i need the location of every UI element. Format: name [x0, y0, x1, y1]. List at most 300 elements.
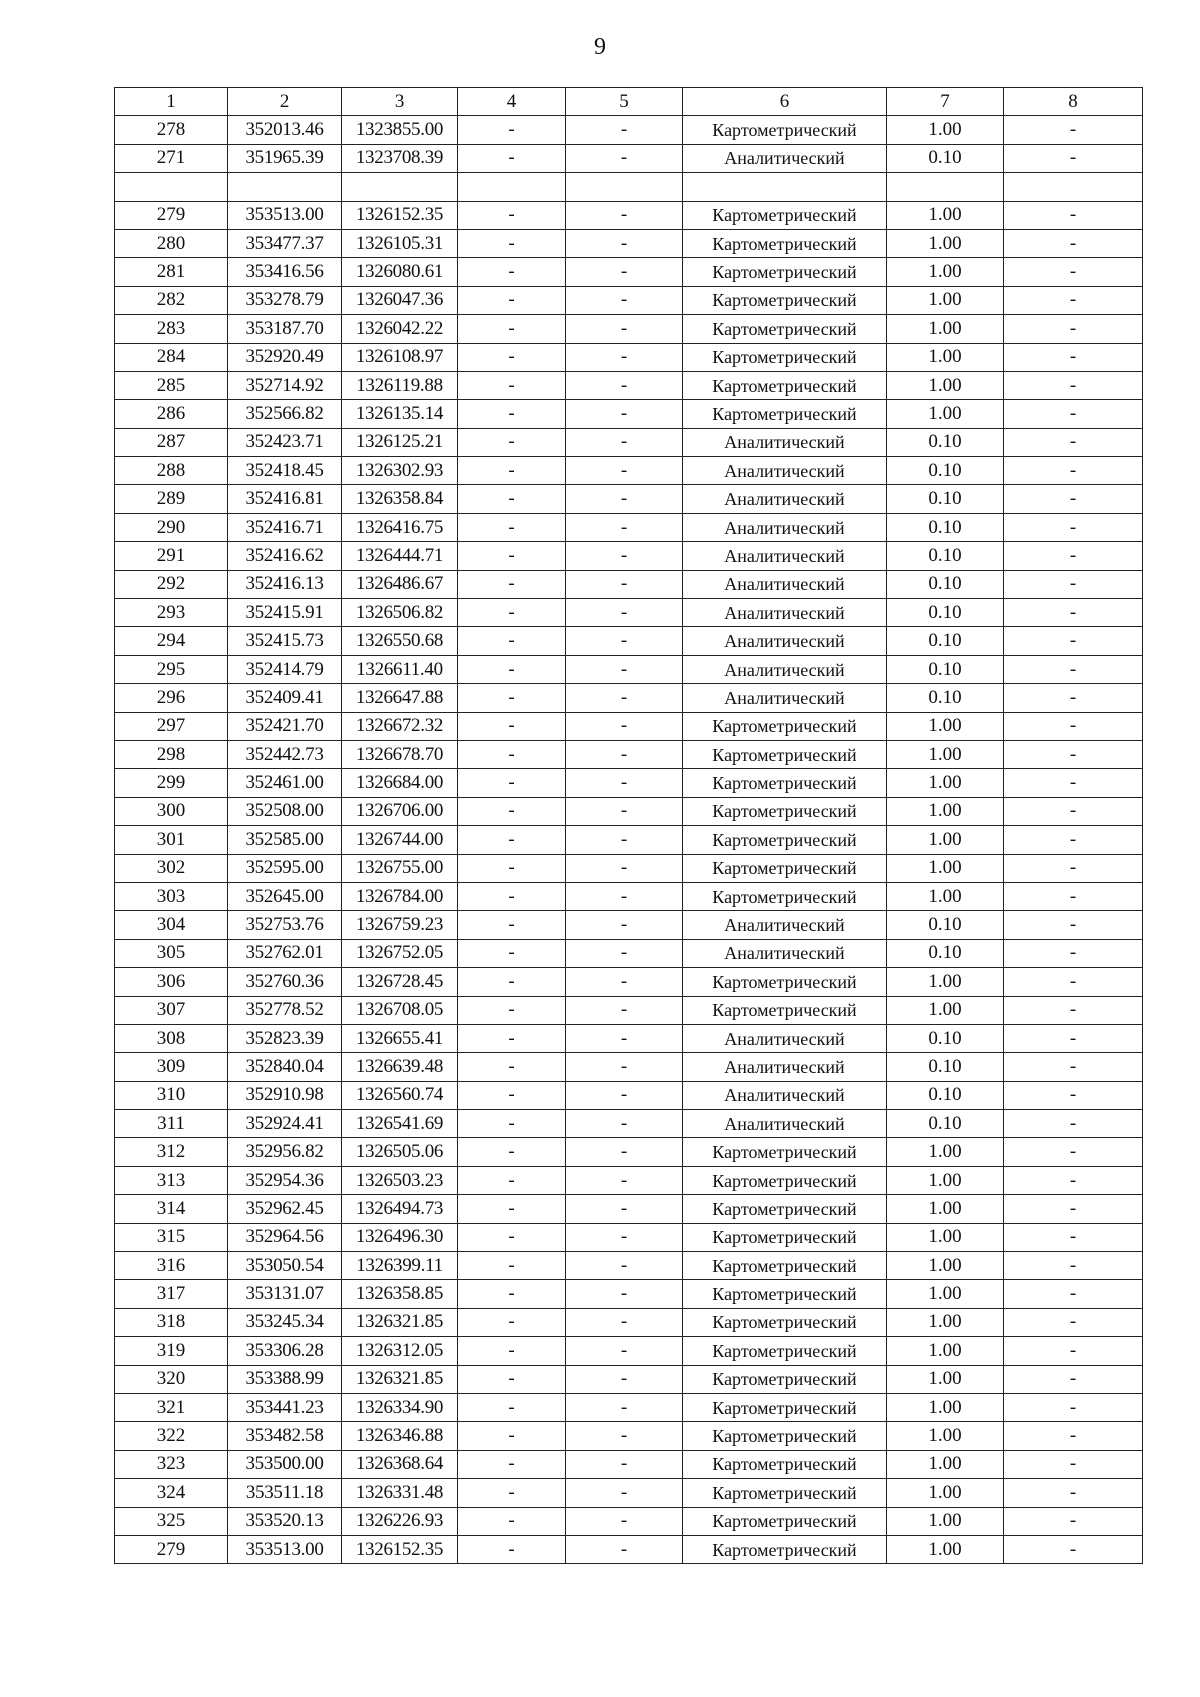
col8-cell: - — [1004, 684, 1143, 712]
table-row — [115, 968, 1143, 996]
method-cell: Аналитический — [683, 1024, 887, 1052]
point-number-cell: 306 — [115, 968, 228, 996]
x-coordinate-cell: 352753.76 — [228, 911, 342, 939]
x-coordinate-cell: 352409.41 — [228, 684, 342, 712]
col8-cell: - — [1004, 1337, 1143, 1365]
table-row — [115, 769, 1143, 797]
col8-cell: - — [1004, 1365, 1143, 1393]
y-coordinate-cell — [342, 173, 458, 201]
col5-cell: - — [566, 1393, 683, 1421]
y-coordinate-cell: 1326135.14 — [342, 400, 458, 428]
accuracy-cell — [887, 173, 1004, 201]
x-coordinate-cell: 352416.62 — [228, 542, 342, 570]
col5-cell: - — [566, 513, 683, 541]
point-number-cell: 286 — [115, 400, 228, 428]
col4-cell: - — [458, 1365, 566, 1393]
col4-cell: - — [458, 229, 566, 257]
col5-cell: - — [566, 116, 683, 144]
y-coordinate-cell: 1326560.74 — [342, 1081, 458, 1109]
method-cell: Аналитический — [683, 144, 887, 172]
x-coordinate-cell: 352956.82 — [228, 1138, 342, 1166]
point-number-cell: 323 — [115, 1450, 228, 1478]
col5-cell: - — [566, 485, 683, 513]
col4-cell: - — [458, 428, 566, 456]
accuracy-cell: 1.00 — [887, 258, 1004, 286]
point-number-cell: 298 — [115, 740, 228, 768]
col4-cell: - — [458, 343, 566, 371]
x-coordinate-cell: 353050.54 — [228, 1252, 342, 1280]
x-coordinate-cell: 352924.41 — [228, 1110, 342, 1138]
col8-cell: - — [1004, 882, 1143, 910]
col4-cell: - — [458, 627, 566, 655]
table-row — [115, 939, 1143, 967]
table-row — [115, 1110, 1143, 1138]
col4-cell: - — [458, 1280, 566, 1308]
method-cell: Аналитический — [683, 428, 887, 456]
x-coordinate-cell: 352414.79 — [228, 655, 342, 683]
table-row — [115, 712, 1143, 740]
col8-cell: - — [1004, 911, 1143, 939]
table-row — [115, 1365, 1143, 1393]
table-row — [115, 797, 1143, 825]
method-cell: Картометрический — [683, 1280, 887, 1308]
col8-cell: - — [1004, 1195, 1143, 1223]
col5-cell: - — [566, 428, 683, 456]
col4-cell: - — [458, 826, 566, 854]
col8-cell: - — [1004, 400, 1143, 428]
x-coordinate-cell: 352910.98 — [228, 1081, 342, 1109]
table-row — [115, 457, 1143, 485]
col5-cell: - — [566, 1507, 683, 1535]
y-coordinate-cell: 1326541.69 — [342, 1110, 458, 1138]
y-coordinate-cell: 1326503.23 — [342, 1166, 458, 1194]
col5-cell: - — [566, 1535, 683, 1563]
point-number-cell: 292 — [115, 570, 228, 598]
col4-cell: - — [458, 1024, 566, 1052]
y-coordinate-cell: 1326550.68 — [342, 627, 458, 655]
col4-cell: - — [458, 882, 566, 910]
col8-cell: - — [1004, 542, 1143, 570]
x-coordinate-cell: 352013.46 — [228, 116, 342, 144]
col4-cell: - — [458, 599, 566, 627]
y-coordinate-cell: 1326226.93 — [342, 1507, 458, 1535]
point-number-cell: 294 — [115, 627, 228, 655]
method-cell: Картометрический — [683, 712, 887, 740]
col5-cell: - — [566, 996, 683, 1024]
point-number-cell: 318 — [115, 1308, 228, 1336]
col4-cell: - — [458, 1223, 566, 1251]
col4-cell: - — [458, 1195, 566, 1223]
x-coordinate-cell: 352415.91 — [228, 599, 342, 627]
col8-cell: - — [1004, 1110, 1143, 1138]
col4-cell: - — [458, 1479, 566, 1507]
table-row — [115, 1507, 1143, 1535]
accuracy-cell: 0.10 — [887, 1081, 1004, 1109]
method-cell: Картометрический — [683, 1479, 887, 1507]
col5-cell: - — [566, 1166, 683, 1194]
y-coordinate-cell: 1326416.75 — [342, 513, 458, 541]
col5-cell: - — [566, 599, 683, 627]
accuracy-cell: 1.00 — [887, 1223, 1004, 1251]
col5-cell: - — [566, 1223, 683, 1251]
accuracy-cell: 0.10 — [887, 428, 1004, 456]
method-cell: Картометрический — [683, 315, 887, 343]
method-cell: Картометрический — [683, 201, 887, 229]
accuracy-cell: 1.00 — [887, 371, 1004, 399]
table-row — [115, 1138, 1143, 1166]
point-number-cell: 313 — [115, 1166, 228, 1194]
y-coordinate-cell: 1326486.67 — [342, 570, 458, 598]
col4-cell: - — [458, 1110, 566, 1138]
method-cell: Аналитический — [683, 599, 887, 627]
y-coordinate-cell: 1326728.45 — [342, 968, 458, 996]
accuracy-cell: 1.00 — [887, 1479, 1004, 1507]
col4-cell: - — [458, 655, 566, 683]
x-coordinate-cell: 352421.70 — [228, 712, 342, 740]
method-cell: Картометрический — [683, 1308, 887, 1336]
y-coordinate-cell: 1326444.71 — [342, 542, 458, 570]
col8-cell: - — [1004, 769, 1143, 797]
y-coordinate-cell: 1326647.88 — [342, 684, 458, 712]
col5-cell: - — [566, 542, 683, 570]
table-row — [115, 1479, 1143, 1507]
accuracy-cell: 0.10 — [887, 1024, 1004, 1052]
accuracy-cell: 1.00 — [887, 1252, 1004, 1280]
col5-cell: - — [566, 1138, 683, 1166]
col4-cell: - — [458, 258, 566, 286]
table-row — [115, 229, 1143, 257]
method-cell: Картометрический — [683, 1450, 887, 1478]
y-coordinate-cell: 1326784.00 — [342, 882, 458, 910]
col8-cell: - — [1004, 371, 1143, 399]
col5-cell: - — [566, 740, 683, 768]
col4-cell: - — [458, 485, 566, 513]
accuracy-cell: 0.10 — [887, 627, 1004, 655]
col5-cell: - — [566, 854, 683, 882]
col8-cell: - — [1004, 1308, 1143, 1336]
y-coordinate-cell: 1326321.85 — [342, 1365, 458, 1393]
accuracy-cell: 0.10 — [887, 542, 1004, 570]
y-coordinate-cell: 1326744.00 — [342, 826, 458, 854]
x-coordinate-cell: 352962.45 — [228, 1195, 342, 1223]
method-cell: Картометрический — [683, 1393, 887, 1421]
table-row — [115, 599, 1143, 627]
point-number-cell: 324 — [115, 1479, 228, 1507]
method-cell: Картометрический — [683, 854, 887, 882]
accuracy-cell: 1.00 — [887, 1195, 1004, 1223]
col5-cell: - — [566, 1450, 683, 1478]
point-number-cell: 300 — [115, 797, 228, 825]
x-coordinate-cell: 352823.39 — [228, 1024, 342, 1052]
col5-cell: - — [566, 371, 683, 399]
col8-cell: - — [1004, 996, 1143, 1024]
y-coordinate-cell: 1326655.41 — [342, 1024, 458, 1052]
x-coordinate-cell: 352416.81 — [228, 485, 342, 513]
col4-cell: - — [458, 911, 566, 939]
method-cell: Картометрический — [683, 826, 887, 854]
point-number-cell: 308 — [115, 1024, 228, 1052]
method-cell: Картометрический — [683, 1507, 887, 1535]
y-coordinate-cell: 1326752.05 — [342, 939, 458, 967]
col5-cell: - — [566, 229, 683, 257]
col4-cell: - — [458, 968, 566, 996]
table-row — [115, 1053, 1143, 1081]
table-row — [115, 684, 1143, 712]
x-coordinate-cell: 353482.58 — [228, 1422, 342, 1450]
col4-cell: - — [458, 1081, 566, 1109]
table-row — [115, 371, 1143, 399]
method-cell: Картометрический — [683, 1535, 887, 1563]
col4-cell: - — [458, 712, 566, 740]
col5-cell: - — [566, 939, 683, 967]
col4-cell: - — [458, 1393, 566, 1421]
table-row — [115, 542, 1143, 570]
y-coordinate-cell: 1326505.06 — [342, 1138, 458, 1166]
col5-cell: - — [566, 400, 683, 428]
method-cell: Аналитический — [683, 457, 887, 485]
col4-cell: - — [458, 1337, 566, 1365]
col8-cell: - — [1004, 485, 1143, 513]
accuracy-cell: 1.00 — [887, 1166, 1004, 1194]
col4-cell: - — [458, 286, 566, 314]
table-row — [115, 1535, 1143, 1563]
col8-cell: - — [1004, 1138, 1143, 1166]
table-row — [115, 826, 1143, 854]
col5-cell: - — [566, 457, 683, 485]
method-cell: Аналитический — [683, 911, 887, 939]
accuracy-cell: 0.10 — [887, 655, 1004, 683]
y-coordinate-cell: 1326611.40 — [342, 655, 458, 683]
table-row — [115, 400, 1143, 428]
y-coordinate-cell: 1326708.05 — [342, 996, 458, 1024]
method-cell: Аналитический — [683, 570, 887, 598]
method-cell: Аналитический — [683, 627, 887, 655]
col4-cell: - — [458, 1138, 566, 1166]
point-number-cell: 279 — [115, 201, 228, 229]
col5-cell: - — [566, 1110, 683, 1138]
accuracy-cell: 0.10 — [887, 513, 1004, 541]
y-coordinate-cell: 1326639.48 — [342, 1053, 458, 1081]
table-row — [115, 513, 1143, 541]
y-coordinate-cell: 1326125.21 — [342, 428, 458, 456]
x-coordinate-cell: 353131.07 — [228, 1280, 342, 1308]
col8-cell: - — [1004, 1479, 1143, 1507]
point-number-cell: 315 — [115, 1223, 228, 1251]
point-number-cell: 290 — [115, 513, 228, 541]
accuracy-cell: 0.10 — [887, 144, 1004, 172]
x-coordinate-cell: 353513.00 — [228, 1535, 342, 1563]
table-row — [115, 116, 1143, 144]
y-coordinate-cell: 1326506.82 — [342, 599, 458, 627]
col4-cell — [458, 173, 566, 201]
col8-cell: - — [1004, 201, 1143, 229]
method-cell: Картометрический — [683, 343, 887, 371]
accuracy-cell: 1.00 — [887, 968, 1004, 996]
col8-cell: - — [1004, 1393, 1143, 1421]
col8-cell: - — [1004, 797, 1143, 825]
point-number-cell: 321 — [115, 1393, 228, 1421]
table-header-row — [115, 88, 1143, 116]
col4-cell: - — [458, 315, 566, 343]
accuracy-cell: 0.10 — [887, 570, 1004, 598]
y-coordinate-cell: 1326759.23 — [342, 911, 458, 939]
point-number-cell: 297 — [115, 712, 228, 740]
col5-cell: - — [566, 1308, 683, 1336]
point-number-cell: 278 — [115, 116, 228, 144]
accuracy-cell: 1.00 — [887, 797, 1004, 825]
accuracy-cell: 1.00 — [887, 1365, 1004, 1393]
point-number-cell: 317 — [115, 1280, 228, 1308]
method-cell: Картометрический — [683, 1422, 887, 1450]
col8-cell: - — [1004, 968, 1143, 996]
x-coordinate-cell: 352416.13 — [228, 570, 342, 598]
table-row — [115, 258, 1143, 286]
table-row — [115, 286, 1143, 314]
col5-cell: - — [566, 797, 683, 825]
col8-cell — [1004, 173, 1143, 201]
point-number-cell: 307 — [115, 996, 228, 1024]
x-coordinate-cell: 352762.01 — [228, 939, 342, 967]
accuracy-cell: 1.00 — [887, 1422, 1004, 1450]
x-coordinate-cell: 352566.82 — [228, 400, 342, 428]
col5-cell: - — [566, 144, 683, 172]
col8-cell: - — [1004, 740, 1143, 768]
col4-cell: - — [458, 854, 566, 882]
col5-cell: - — [566, 911, 683, 939]
col4-cell: - — [458, 457, 566, 485]
col4-cell: - — [458, 1507, 566, 1535]
table-row — [115, 201, 1143, 229]
accuracy-cell: 1.00 — [887, 1450, 1004, 1478]
col8-cell: - — [1004, 1252, 1143, 1280]
method-cell: Аналитический — [683, 1053, 887, 1081]
col4-cell: - — [458, 797, 566, 825]
col4-cell: - — [458, 1308, 566, 1336]
table-row — [115, 1393, 1143, 1421]
method-cell: Аналитический — [683, 684, 887, 712]
x-coordinate-cell: 352585.00 — [228, 826, 342, 854]
table-row — [115, 1024, 1143, 1052]
col4-cell: - — [458, 144, 566, 172]
coordinates-table — [114, 87, 1143, 1564]
point-number-cell — [115, 173, 228, 201]
col4-cell: - — [458, 570, 566, 598]
col8-cell: - — [1004, 457, 1143, 485]
table-row — [115, 655, 1143, 683]
method-cell: Картометрический — [683, 1223, 887, 1251]
col4-cell: - — [458, 1252, 566, 1280]
table-row — [115, 627, 1143, 655]
col8-cell: - — [1004, 116, 1143, 144]
x-coordinate-cell: 353500.00 — [228, 1450, 342, 1478]
col4-cell: - — [458, 116, 566, 144]
x-coordinate-cell: 352418.45 — [228, 457, 342, 485]
col8-cell: - — [1004, 627, 1143, 655]
method-cell — [683, 173, 887, 201]
y-coordinate-cell: 1326358.85 — [342, 1280, 458, 1308]
column-header: 6 — [683, 88, 887, 116]
accuracy-cell: 0.10 — [887, 684, 1004, 712]
col4-cell: - — [458, 769, 566, 797]
col5-cell: - — [566, 968, 683, 996]
accuracy-cell: 1.00 — [887, 286, 1004, 314]
table-row — [115, 1337, 1143, 1365]
accuracy-cell: 1.00 — [887, 712, 1004, 740]
col5-cell: - — [566, 1422, 683, 1450]
y-coordinate-cell: 1326684.00 — [342, 769, 458, 797]
col8-cell: - — [1004, 939, 1143, 967]
point-number-cell: 284 — [115, 343, 228, 371]
col5-cell — [566, 173, 683, 201]
table-row — [115, 343, 1143, 371]
method-cell: Картометрический — [683, 258, 887, 286]
col5-cell: - — [566, 826, 683, 854]
y-coordinate-cell: 1326331.48 — [342, 1479, 458, 1507]
col4-cell: - — [458, 371, 566, 399]
col4-cell: - — [458, 939, 566, 967]
table-row — [115, 1422, 1143, 1450]
col4-cell: - — [458, 1422, 566, 1450]
accuracy-cell: 1.00 — [887, 1280, 1004, 1308]
point-number-cell: 288 — [115, 457, 228, 485]
x-coordinate-cell: 352954.36 — [228, 1166, 342, 1194]
table-row — [115, 1166, 1143, 1194]
col8-cell: - — [1004, 428, 1143, 456]
table-row — [115, 428, 1143, 456]
col5-cell: - — [566, 1024, 683, 1052]
y-coordinate-cell: 1326152.35 — [342, 201, 458, 229]
table-row — [115, 144, 1143, 172]
col8-cell: - — [1004, 1166, 1143, 1194]
x-coordinate-cell: 352714.92 — [228, 371, 342, 399]
accuracy-cell: 1.00 — [887, 1138, 1004, 1166]
method-cell: Аналитический — [683, 1081, 887, 1109]
point-number-cell: 299 — [115, 769, 228, 797]
col4-cell: - — [458, 996, 566, 1024]
accuracy-cell: 1.00 — [887, 882, 1004, 910]
x-coordinate-cell: 352840.04 — [228, 1053, 342, 1081]
col5-cell: - — [566, 343, 683, 371]
accuracy-cell: 1.00 — [887, 1308, 1004, 1336]
x-coordinate-cell: 352416.71 — [228, 513, 342, 541]
accuracy-cell: 1.00 — [887, 1393, 1004, 1421]
x-coordinate-cell — [228, 173, 342, 201]
point-number-cell: 325 — [115, 1507, 228, 1535]
y-coordinate-cell: 1326105.31 — [342, 229, 458, 257]
y-coordinate-cell: 1326755.00 — [342, 854, 458, 882]
col8-cell: - — [1004, 1081, 1143, 1109]
col8-cell: - — [1004, 258, 1143, 286]
col5-cell: - — [566, 1081, 683, 1109]
column-header: 4 — [458, 88, 566, 116]
x-coordinate-cell: 353513.00 — [228, 201, 342, 229]
col4-cell: - — [458, 400, 566, 428]
point-number-cell: 304 — [115, 911, 228, 939]
accuracy-cell: 1.00 — [887, 400, 1004, 428]
method-cell: Картометрический — [683, 1166, 887, 1194]
x-coordinate-cell: 352778.52 — [228, 996, 342, 1024]
y-coordinate-cell: 1326346.88 — [342, 1422, 458, 1450]
point-number-cell: 301 — [115, 826, 228, 854]
col5-cell: - — [566, 1365, 683, 1393]
method-cell: Картометрический — [683, 1252, 887, 1280]
col5-cell: - — [566, 286, 683, 314]
accuracy-cell: 0.10 — [887, 911, 1004, 939]
col4-cell: - — [458, 542, 566, 570]
col8-cell: - — [1004, 599, 1143, 627]
table-row — [115, 854, 1143, 882]
y-coordinate-cell: 1326496.30 — [342, 1223, 458, 1251]
